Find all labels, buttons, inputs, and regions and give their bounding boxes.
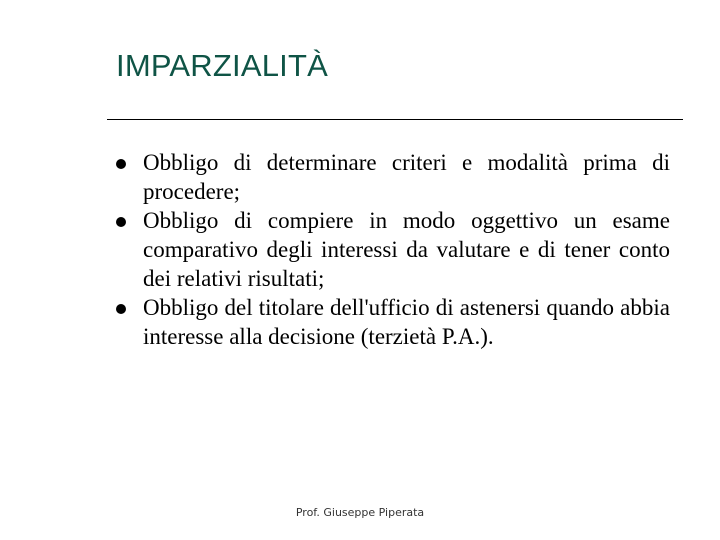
bullet-list — [116, 148, 670, 351]
bullet-item — [116, 206, 670, 293]
bullet-dot-icon — [116, 217, 126, 227]
bullet-item — [116, 293, 670, 351]
bullet-item — [116, 148, 670, 206]
bullet-text: Obbligo del titolare dell'ufficio di astenersi quando abbia interesse alla decisione (terzietà P.A.). — [143, 295, 670, 349]
bullet-dot-icon — [116, 159, 126, 169]
title-divider — [107, 119, 683, 120]
footer-author: Prof. Giuseppe Piperata — [295, 506, 425, 519]
bullet-dot-icon — [116, 304, 126, 314]
slide-title: IMPARZIALITÀ — [116, 48, 328, 83]
bullet-text: Obbligo di determinare criteri e modalità prima di procedere; — [143, 150, 670, 204]
bullet-text: Obbligo di compiere in modo oggettivo un esame comparativo degli interessi da valutare e di tener conto dei relativi risultati; — [143, 208, 670, 291]
